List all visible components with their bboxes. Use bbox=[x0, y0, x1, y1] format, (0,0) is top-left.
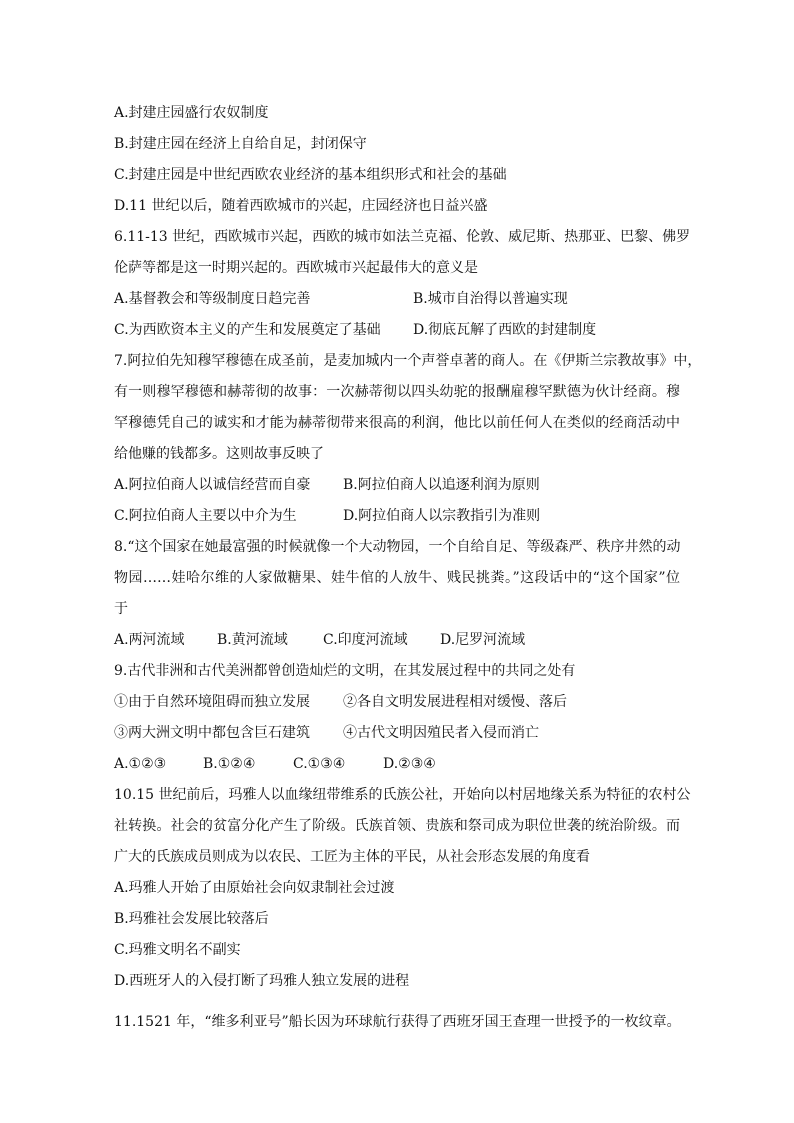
q8-stem-line3: 于 bbox=[114, 601, 128, 617]
q6-option-c: C.为西欧资本主义的产生和发展奠定了基础 bbox=[114, 322, 381, 338]
q9-statement-2: ②各自文明发展进程相对缓慢、落后 bbox=[343, 694, 567, 710]
q10-option-d: D.西班牙人的入侵打断了玛雅人独立发展的进程 bbox=[114, 973, 410, 989]
q7-option-a: A.阿拉伯商人以诚信经营而自豪 bbox=[114, 477, 311, 493]
q6-stem-line2: 伦萨等都是这一时期兴起的。西欧城市兴起最伟大的意义是 bbox=[114, 260, 478, 276]
q7-option-d: D.阿拉伯商人以宗教指引为准则 bbox=[343, 508, 541, 524]
q5-option-a: A.封建庄园盛行农奴制度 bbox=[114, 105, 269, 121]
q9-option-b: B.①②④ bbox=[203, 756, 256, 772]
q6-option-b: B.城市自治得以普遍实现 bbox=[413, 291, 568, 307]
q10-stem-line3: 广大的氏族成员则成为以农民、工匠为主体的平民，从社会形态发展的角度看 bbox=[114, 849, 590, 865]
q8-stem-line1: 8.“这个国家在她最富强的时候就像一个大动物园，一个自给自足、等级森严、秩序井然的动 bbox=[114, 539, 681, 555]
q10-option-b: B.玛雅社会发展比较落后 bbox=[114, 911, 269, 927]
q8-option-c: C.印度河流域 bbox=[323, 632, 408, 648]
q10-option-a: A.玛雅人开始了由原始社会向奴隶制社会过渡 bbox=[114, 880, 395, 896]
q10-stem-line1: 10.15 世纪前后，玛雅人以血缘纽带维系的氏族公社，开始向以村居地缘关系为特征的农村公 bbox=[114, 787, 691, 803]
q5-option-d: D.11 世纪以后，随着西欧城市的兴起，庄园经济也日益兴盛 bbox=[114, 198, 488, 214]
q9-option-a: A.①②③ bbox=[114, 756, 167, 772]
q5-option-b: B.封建庄园在经济上自给自足，封闭保守 bbox=[114, 136, 367, 152]
q5-option-c: C.封建庄园是中世纪西欧农业经济的基本组织形式和社会的基础 bbox=[114, 167, 507, 183]
q9-statement-4: ④古代文明因殖民者入侵而消亡 bbox=[343, 725, 539, 741]
q9-stem: 9.古代非洲和古代美洲都曾创造灿烂的文明，在其发展过程中的共同之处有 bbox=[114, 663, 576, 679]
q9-option-c: C.①③④ bbox=[293, 756, 346, 772]
q7-stem-line3: 罕穆德凭自己的诚实和才能为赫蒂彻带来很高的利润，他比以前任何人在类似的经商活动中 bbox=[114, 415, 680, 431]
q6-option-d: D.彻底瓦解了西欧的封建制度 bbox=[413, 322, 597, 338]
q11-stem-line1: 11.1521 年，“维多利亚号”船长因为环球航行获得了西班牙国王查理一世授予的一枚纹章。 bbox=[114, 1014, 681, 1030]
q7-stem-line1: 7.阿拉伯先知穆罕穆德在成圣前，是麦加城内一个声誉卓著的商人。在《伊斯兰宗教故事》中， bbox=[114, 353, 702, 369]
q10-stem-line2: 社转换。社会的贫富分化产生了阶级。氏族首领、贵族和祭司成为职位世袭的统治阶级。而 bbox=[114, 818, 680, 834]
q8-option-a: A.两河流域 bbox=[114, 632, 185, 648]
q10-option-c: C.玛雅文明名不副实 bbox=[114, 942, 241, 958]
q9-statement-3: ③两大洲文明中都包含巨石建筑 bbox=[114, 725, 310, 741]
q9-statement-1: ①由于自然环境阻碍而独立发展 bbox=[114, 694, 310, 710]
q7-option-b: B.阿拉伯商人以追逐利润为原则 bbox=[343, 477, 540, 493]
q7-stem-line2: 有一则穆罕穆德和赫蒂彻的故事：一次赫蒂彻以四头幼驼的报酬雇穆罕默德为伙计经商。穆 bbox=[114, 384, 680, 400]
q8-stem-line2: 物园……娃哈尔维的人家做糖果、娃牛倌的人放牛、贱民挑粪。”这段话中的“这个国家”位 bbox=[114, 570, 680, 586]
q8-option-d: D.尼罗河流域 bbox=[440, 632, 526, 648]
q7-stem-line4: 给他赚的钱都多。这则故事反映了 bbox=[114, 446, 324, 462]
q6-option-a: A.基督教会和等级制度日趋完善 bbox=[114, 291, 311, 307]
q9-option-d: D.②③④ bbox=[383, 756, 436, 772]
q7-option-c: C.阿拉伯商人主要以中介为生 bbox=[114, 508, 297, 524]
q6-stem-line1: 6.11-13 世纪，西欧城市兴起，西欧的城市如法兰克福、伦敦、威尼斯、热那亚、巴黎、佛罗 bbox=[114, 229, 691, 245]
q8-option-b: B.黄河流域 bbox=[217, 632, 288, 648]
